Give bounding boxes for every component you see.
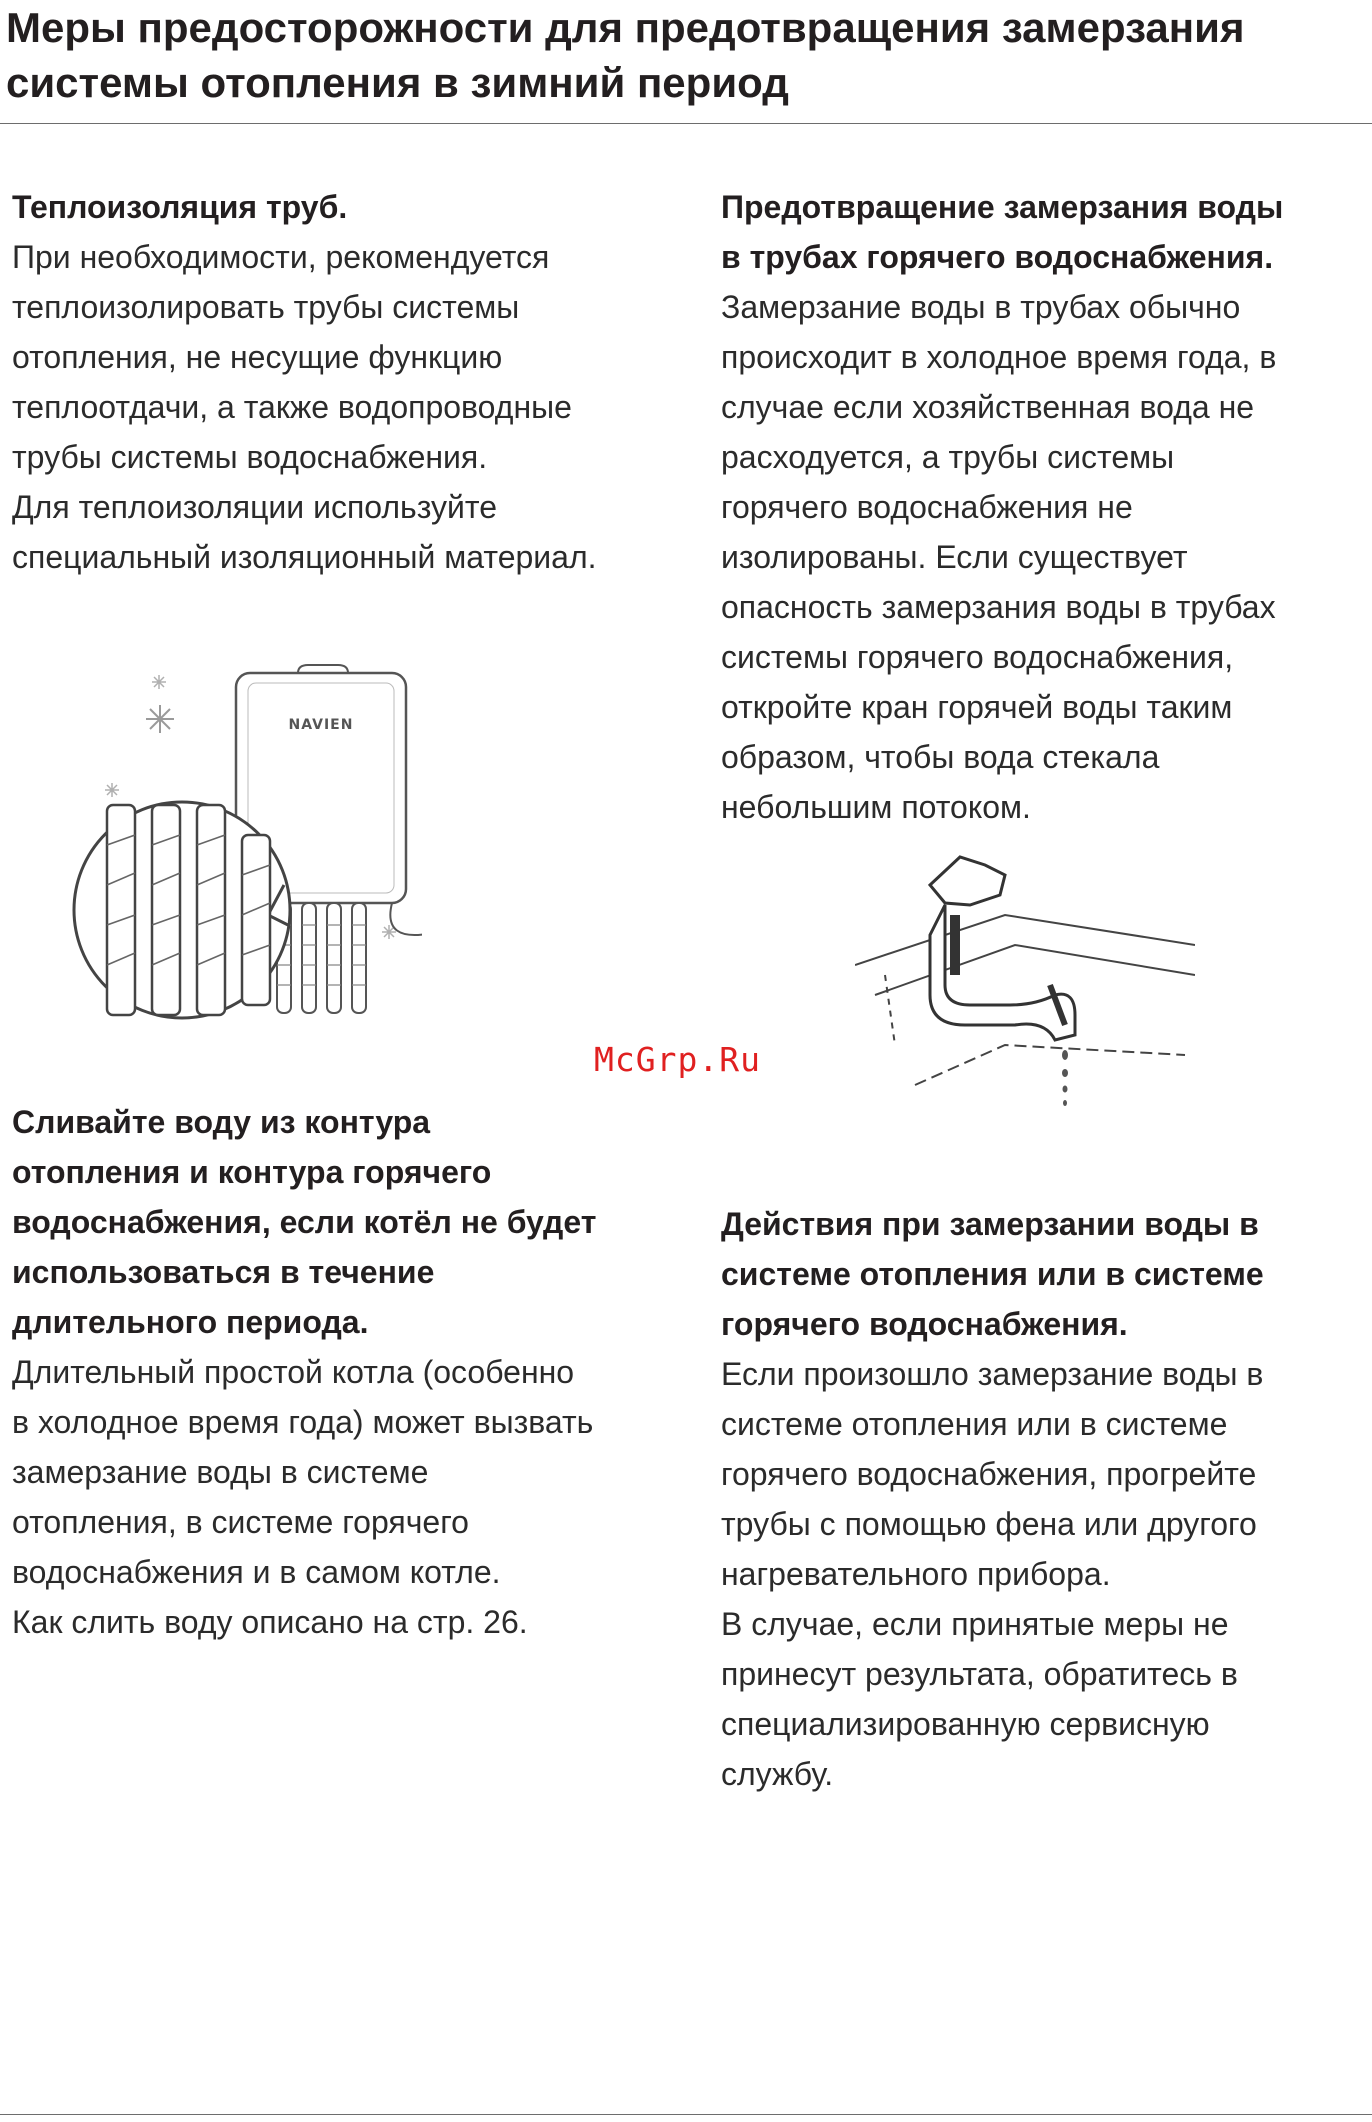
bottom-divider (0, 2114, 1372, 2115)
section-paragraph: При необходимости, рекомендуется теплоизолировать трубы системы отопления, не несущие функцию теплоотдачи, а также водопроводные трубы системы водоснабжения. (12, 239, 572, 475)
section-heading: Действия при замерзании воды в системе отопления или в системе горячего водоснабжения. (721, 1206, 1264, 1342)
section-paragraph: Длительный простой котла (особенно в холодное время года) может вызвать замерзание воды в системе отопления, в системе горячего водоснабжения и в самом котле. (12, 1354, 594, 1590)
section-frozen-actions (721, 1199, 1301, 1799)
water-drop-icon (1062, 1050, 1068, 1106)
section-heading: Теплоизоляция труб. (12, 189, 348, 225)
section-heading: Предотвращение замерзания воды в трубах горячего водоснабжения. (721, 189, 1284, 275)
page-title: Меры предосторожности для предотвращения замерзания системы отопления в зимний период (6, 4, 1245, 106)
section-hot-water-freeze (721, 182, 1301, 832)
brand-label: NAVIEN (288, 717, 354, 733)
section-paragraph: Если произошло замерзание воды в системе отопления или в системе горячего водоснабжения, прогрейте трубы с помощью фена или другого нагревательного прибора. (721, 1356, 1264, 1592)
watermark: McGrp.Ru (594, 1040, 761, 1079)
section-heading: Сливайте воду из контура отопления и контура горячего водоснабжения, если котёл не будет использоваться в течение длительного периода. (12, 1104, 597, 1340)
section-paragraph: В случае, если принятые меры не принесут результата, обратитесь в специализированную сервисную службу. (721, 1606, 1238, 1792)
title-divider (0, 123, 1372, 124)
faucet-drip-illustration (855, 845, 1195, 1125)
faucet-handle (930, 857, 1005, 905)
section-paragraph: Как слить воду описано на стр. 26. (12, 1604, 528, 1640)
section-paragraph: Замерзание воды в трубах обычно происходит в холодное время года, в случае если хозяйственная вода не расходуется, а трубы системы горячего водоснабжения не изолированы. Если существует опасность замерзания воды в трубах системы горячего водоснабжения, откройте кран горячей воды таким образом, чтобы вода стекала небольшим потоком. (721, 289, 1277, 825)
section-paragraph: Для теплоизоляции используйте специальный изоляционный материал. (12, 489, 597, 575)
snowflake-icon (146, 705, 174, 733)
snowflake-icon (152, 675, 166, 689)
snowflake-icon (105, 783, 119, 797)
section-drain-water (12, 1097, 597, 1647)
boiler-pipes-illustration (62, 655, 422, 1025)
section-pipe-insulation (12, 182, 597, 582)
